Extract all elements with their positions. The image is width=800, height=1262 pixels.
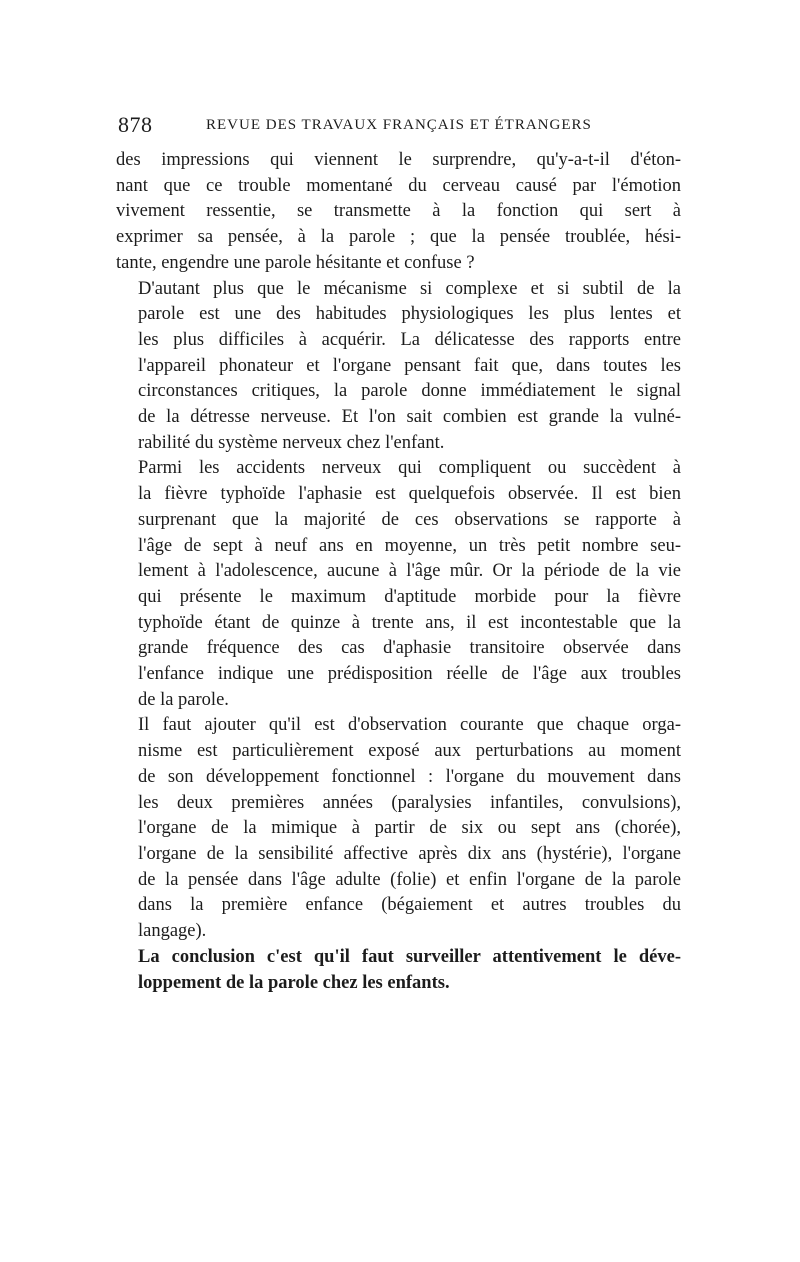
body-text — [116, 148, 681, 996]
paragraph — [116, 713, 681, 944]
paragraph — [116, 945, 681, 996]
text-line: tante, engendre une parole hésitante et confuse ? — [116, 252, 475, 273]
text-line: grande fréquence des cas d'aphasie transitoire observée dans — [138, 638, 681, 659]
book-page — [116, 112, 681, 996]
running-head — [116, 112, 681, 142]
text-line: rabilité du système nerveux chez l'enfant. — [138, 432, 445, 453]
text-line: l'enfance indique une prédisposition réelle de l'âge aux troubles — [138, 664, 681, 685]
text-line: Il faut ajouter qu'il est d'observation courante que chaque orga- — [138, 715, 681, 736]
text-line: vivement ressentie, se transmette à la fonction qui sert à — [116, 201, 681, 222]
text-line: nisme est particulièrement exposé aux perturbations au moment — [138, 741, 681, 762]
text-line: loppement de la parole chez les enfants. — [138, 972, 450, 993]
text-line: de la détresse nerveuse. Et l'on sait combien est grande la vulné- — [138, 407, 681, 428]
text-line: parole est une des habitudes physiologiques les plus lentes et — [138, 304, 681, 325]
text-line: qui présente le maximum d'aptitude morbide pour la fièvre — [138, 586, 681, 607]
text-line: l'appareil phonateur et l'organe pensant fait que, dans toutes les — [138, 355, 681, 376]
text-line: La conclusion c'est qu'il faut surveiller attentivement le déve- — [138, 946, 681, 967]
text-line: exprimer sa pensée, à la parole ; que la pensée troublée, hési- — [116, 227, 681, 248]
text-line: de la parole. — [138, 689, 229, 710]
text-line: des impressions qui viennent le surprendre, qu'y-a-t-il d'éton- — [116, 150, 681, 170]
text-line: les deux premières années (paralysies infantiles, convulsions), — [138, 792, 681, 813]
text-line: l'organe de la mimique à partir de six ou sept ans (chorée), — [138, 818, 681, 839]
paragraph — [116, 277, 681, 457]
text-line: la fièvre typhoïde l'aphasie est quelquefois observée. Il est bien — [138, 484, 681, 505]
text-line: Parmi les accidents nerveux qui compliquent ou succèdent à — [138, 458, 681, 479]
text-line: D'autant plus que le mécanisme si complexe et si subtil de la — [138, 278, 681, 299]
text-line: langage). — [138, 921, 207, 942]
text-line: de la pensée dans l'âge adulte (folie) et enfin l'organe de la parole — [138, 869, 681, 890]
text-line: les plus difficiles à acquérir. La délicatesse des rapports entre — [138, 329, 681, 350]
text-line: typhoïde étant de quinze à trente ans, il est incontestable que la — [138, 612, 681, 633]
text-line: lement à l'adolescence, aucune à l'âge mûr. Or la période de la vie — [138, 561, 681, 582]
running-title: REVUE DES TRAVAUX FRANÇAIS ET ÉTRANGERS — [206, 117, 592, 133]
paragraph — [116, 456, 681, 713]
page-number: 878 — [118, 112, 153, 137]
text-line: de son développement fonctionnel : l'organe du mouvement dans — [138, 766, 681, 787]
text-line: l'organe de la sensibilité affective après dix ans (hystérie), l'organe — [138, 843, 681, 864]
text-line: circonstances critiques, la parole donne immédiatement le signal — [138, 381, 681, 402]
text-line: dans la première enfance (bégaiement et autres troubles du — [138, 895, 681, 916]
text-line: surprenant que la majorité de ces observations se rapporte à — [138, 509, 681, 530]
text-line: nant que ce trouble momentané du cerveau causé par l'émotion — [116, 175, 681, 196]
text-line: l'âge de sept à neuf ans en moyenne, un très petit nombre seu- — [138, 535, 681, 556]
paragraph — [116, 148, 681, 277]
